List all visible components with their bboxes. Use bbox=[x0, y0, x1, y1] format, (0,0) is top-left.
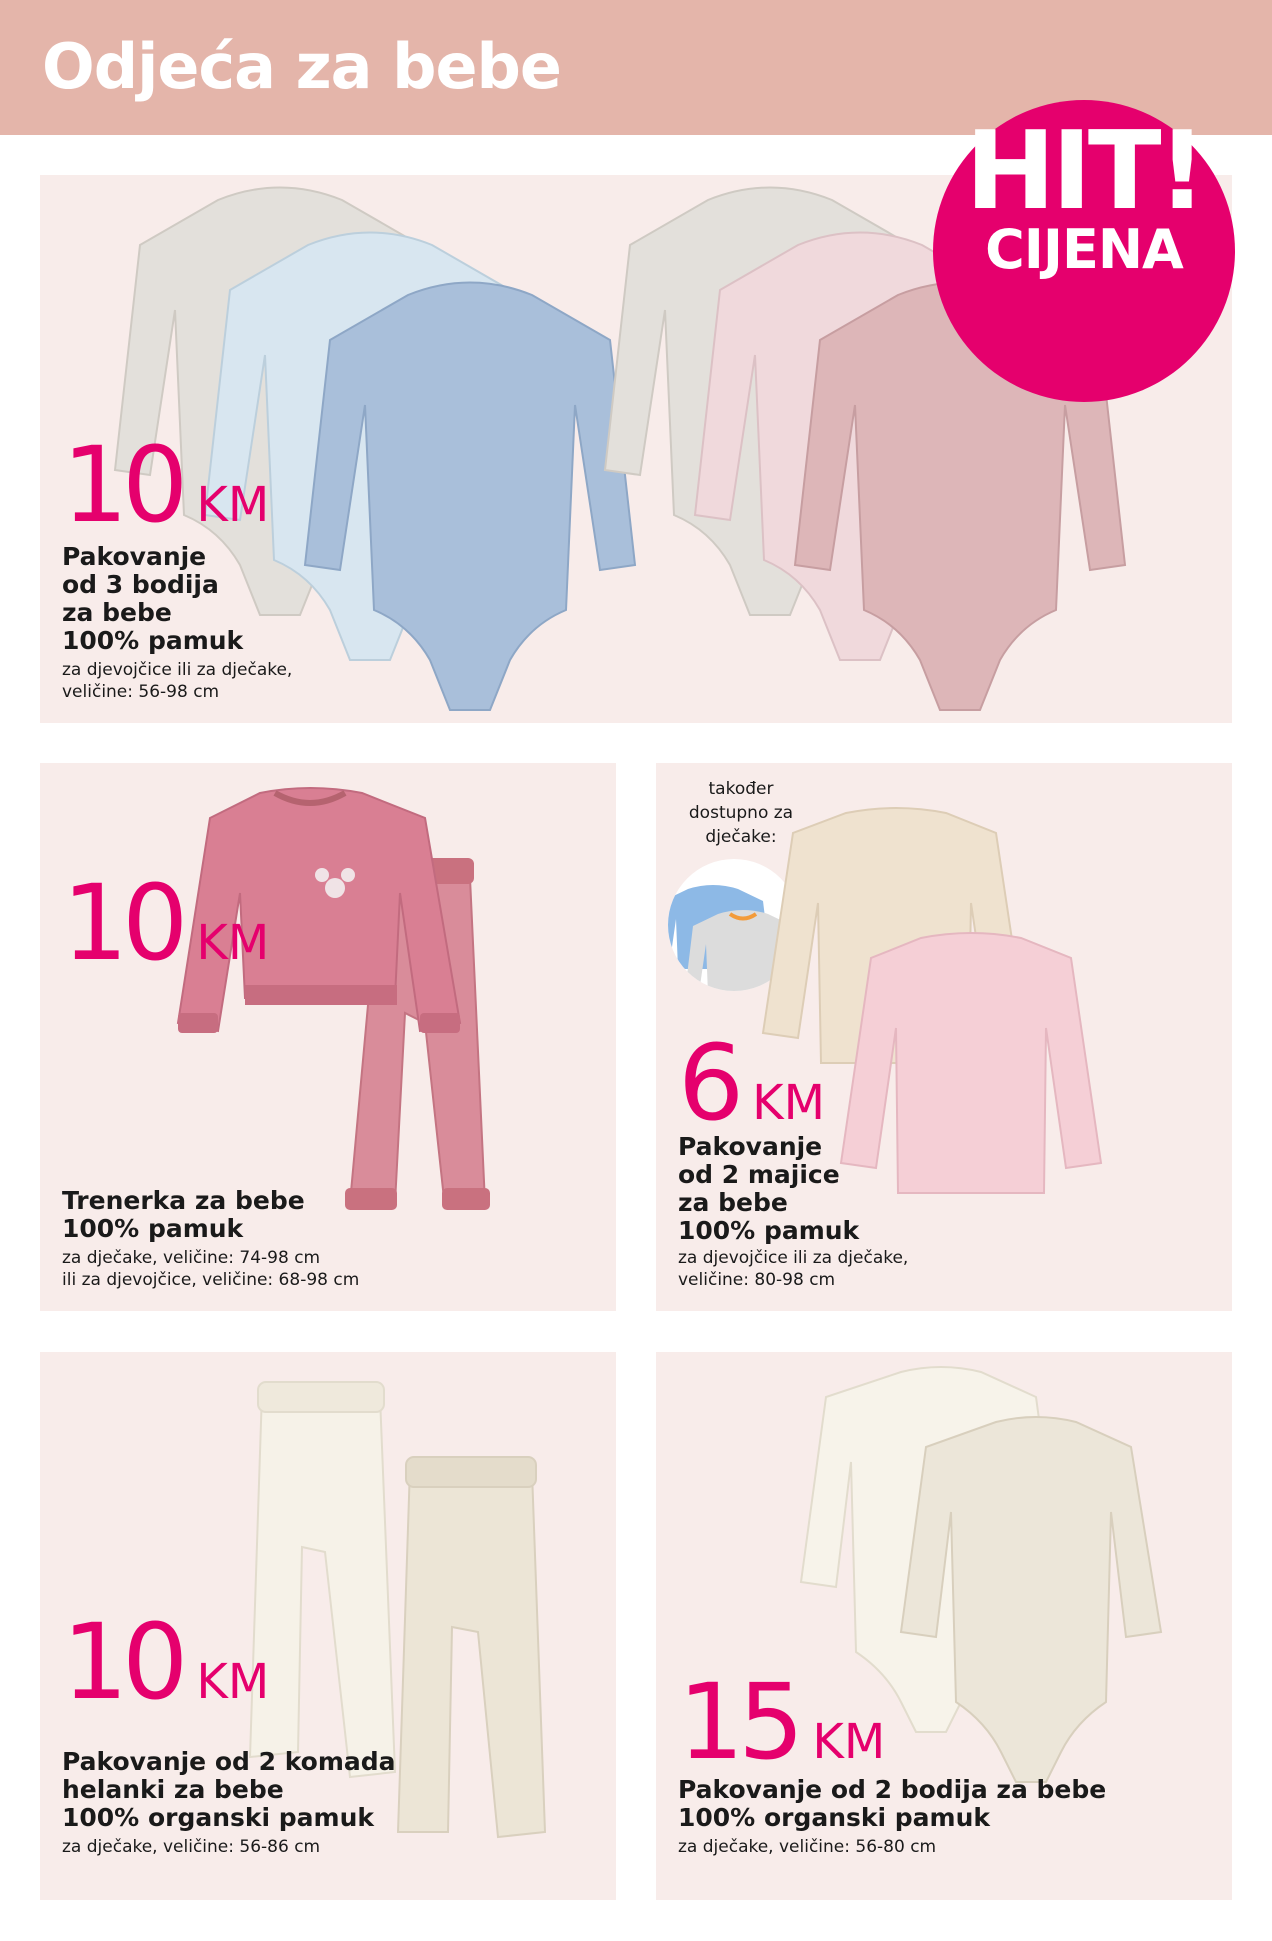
detail-line: za dječake, veličine: 56-80 cm bbox=[678, 1837, 937, 1857]
offer-card-leggings-2pack[interactable] bbox=[40, 1352, 616, 1900]
price-currency: KM bbox=[196, 1654, 270, 1710]
product-title bbox=[678, 1776, 1106, 1832]
title-line: Pakovanje od 2 bodija za bebe bbox=[678, 1775, 1107, 1804]
product-title bbox=[62, 1187, 305, 1243]
title-line: Pakovanje bbox=[678, 1132, 823, 1161]
price-value: 15 bbox=[678, 1661, 799, 1783]
product-title bbox=[62, 1748, 396, 1832]
title-line: helanki za bebe bbox=[62, 1775, 284, 1804]
hit-price-badge bbox=[933, 100, 1235, 402]
price-value: 6 bbox=[678, 1022, 739, 1144]
title-line: Pakovanje od 2 komada bbox=[62, 1747, 396, 1776]
title-line: za bebe bbox=[678, 1188, 788, 1217]
offer-card-tracksuit[interactable] bbox=[40, 763, 616, 1311]
title-line: 100% pamuk bbox=[62, 626, 244, 655]
detail-line: za dječake, veličine: 56-86 cm bbox=[62, 1837, 321, 1857]
title-line: od 3 bodija bbox=[62, 570, 219, 599]
title-line: 100% pamuk bbox=[62, 1214, 244, 1243]
badge-line2: CIJENA bbox=[985, 218, 1183, 281]
title-line: 100% organski pamuk bbox=[678, 1803, 991, 1832]
title-line: za bebe bbox=[62, 598, 172, 627]
badge-line1: HIT! bbox=[965, 109, 1203, 234]
price bbox=[62, 424, 270, 546]
price-currency: KM bbox=[196, 477, 270, 533]
offer-card-bodysuits-2pack-organic[interactable] bbox=[656, 1352, 1232, 1900]
product-details bbox=[678, 1836, 936, 1858]
note-line: dostupno za bbox=[688, 803, 794, 823]
product-details bbox=[62, 1247, 359, 1291]
price bbox=[62, 862, 270, 984]
detail-line: veličine: 80-98 cm bbox=[678, 1270, 836, 1290]
note-line: također bbox=[708, 779, 774, 799]
price-currency: KM bbox=[752, 1075, 826, 1131]
title-line: Pakovanje bbox=[62, 542, 207, 571]
price bbox=[62, 1601, 270, 1723]
detail-line: za djevojčice ili za dječake, bbox=[678, 1248, 909, 1268]
detail-line: veličine: 56-98 cm bbox=[62, 682, 220, 702]
title-line: Trenerka za bebe bbox=[62, 1186, 305, 1215]
detail-line: za djevojčice ili za dječake, bbox=[62, 660, 293, 680]
offer-card-shirts-2pack[interactable] bbox=[656, 763, 1232, 1311]
product-title bbox=[678, 1133, 859, 1245]
detail-line: za dječake, veličine: 74-98 cm bbox=[62, 1248, 321, 1268]
product-details bbox=[678, 1247, 908, 1291]
product-details bbox=[62, 659, 292, 703]
price-value: 10 bbox=[62, 424, 183, 546]
price-currency: KM bbox=[812, 1714, 886, 1770]
product-title bbox=[62, 543, 243, 655]
price-value: 10 bbox=[62, 862, 183, 984]
detail-line: ili za djevojčice, veličine: 68-98 cm bbox=[62, 1270, 360, 1290]
page-title: Odjeća za bebe bbox=[42, 30, 561, 103]
price-value: 10 bbox=[62, 1601, 183, 1723]
price bbox=[678, 1022, 826, 1144]
title-line: 100% organski pamuk bbox=[62, 1803, 375, 1832]
product-details bbox=[62, 1836, 320, 1858]
title-line: 100% pamuk bbox=[678, 1216, 860, 1245]
price bbox=[678, 1661, 886, 1783]
title-line: od 2 majice bbox=[678, 1160, 840, 1189]
price-currency: KM bbox=[196, 915, 270, 971]
note-line: dječake: bbox=[705, 827, 777, 847]
